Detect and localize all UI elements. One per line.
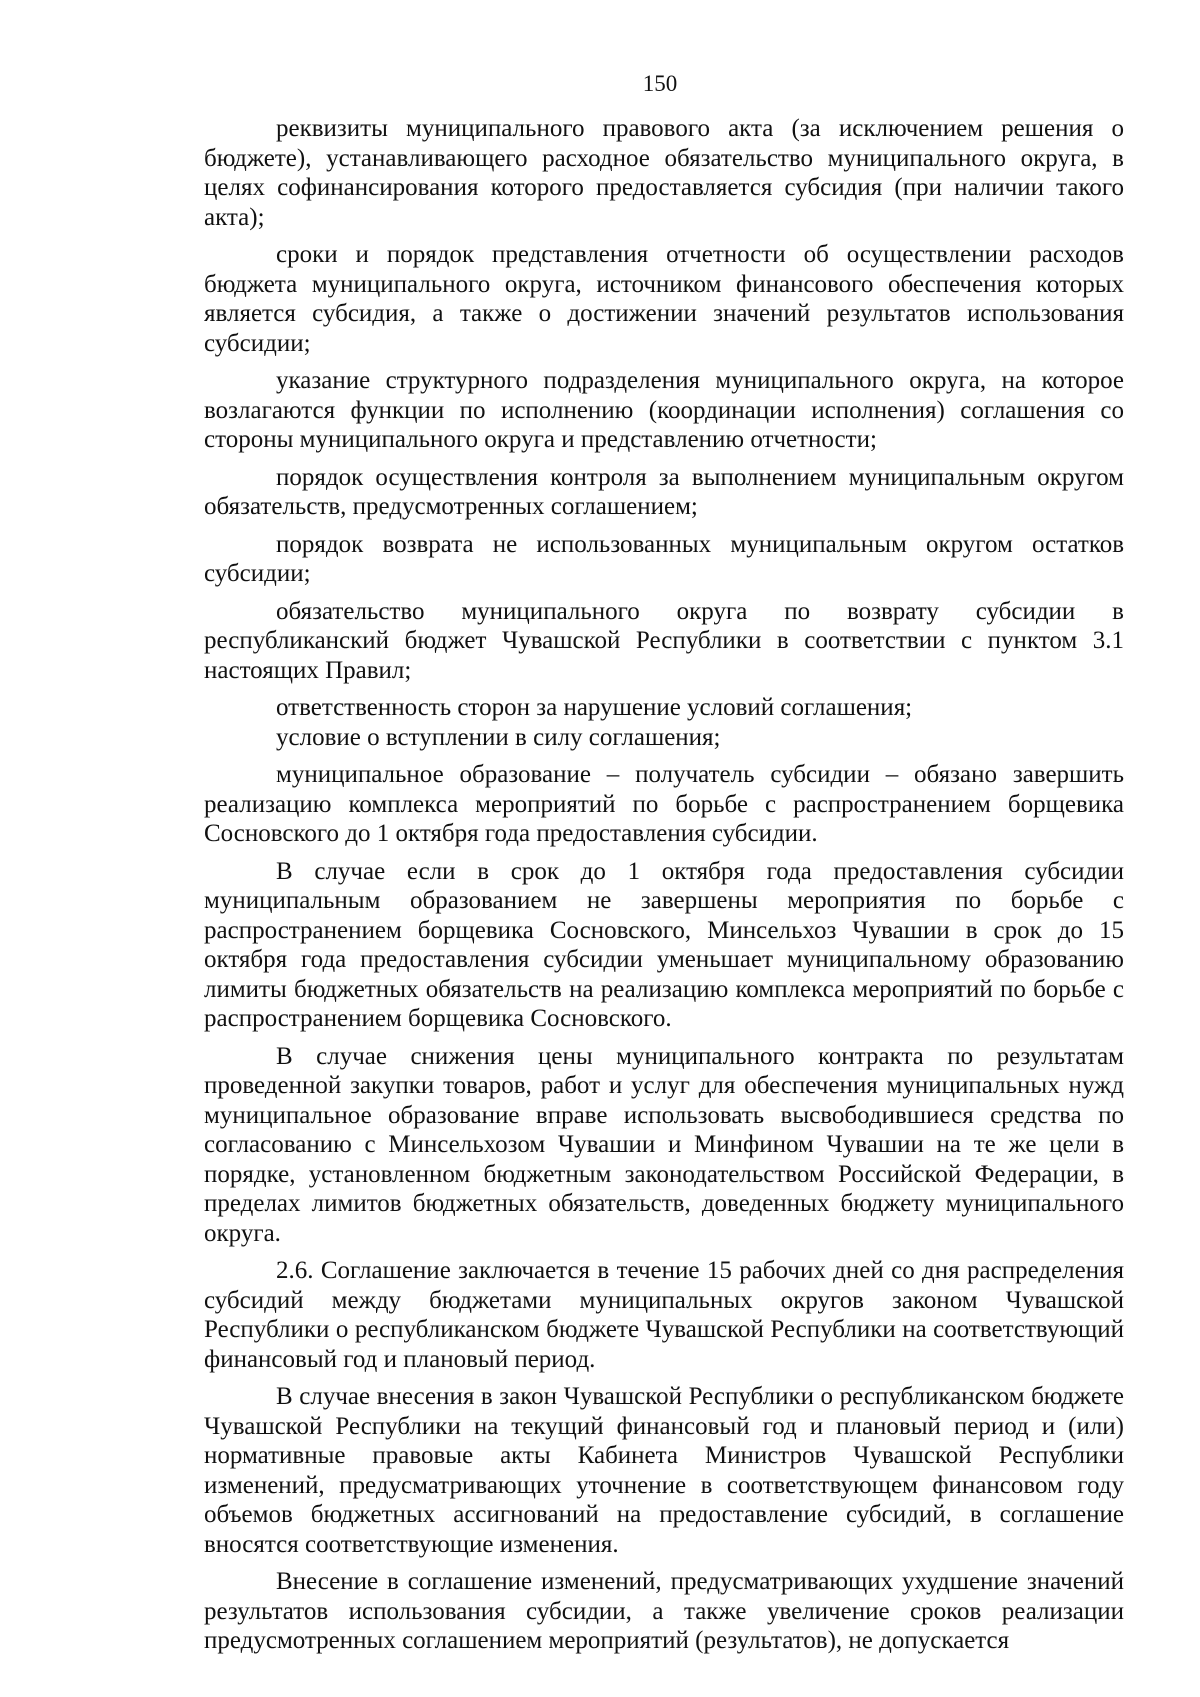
paragraph: сроки и порядок представления отчетности об осуществлении расходов бюджета муниципального округа, источником финансового обеспечения которых является субсидия, а также о достижении значений результатов использования субсидии; bbox=[204, 241, 1124, 357]
paragraph: указание структурного подразделения муниципального округа, на которое возлагаются функции по исполнению (координации исполнения) соглашения со стороны муниципального округа и представлению отчетности; bbox=[204, 367, 1124, 453]
paragraph: ответственность сторон за нарушение условий соглашения; bbox=[276, 694, 913, 721]
paragraph: В случае снижения цены муниципального контракта по результатам проведенной закупки товаров, работ и услуг для обеспечения муниципальных нужд муниципальное образование вправе использовать высвободившиеся средства по согласованию с Минсельхозом Чувашии и Минфином Чувашии на те же цели в порядке, установленном бюджетным законодательством Российской Федерации, в пределах лимитов бюджетных обязательств, доведенных бюджету муниципального округа. bbox=[204, 1042, 1124, 1247]
paragraph: В случае внесения в закон Чувашской Республики о республиканском бюджете Чувашской Республики на текущий финансовый год и плановый период и (или) нормативные правовые акты Кабинета Министров Чувашской Республики изменений, предусматривающих уточнение в соответствующем финансовом году объемов бюджетных ассигнований на предоставление субсидий, в соглашение вносятся соответствующие изменения. bbox=[204, 1383, 1124, 1558]
document-body bbox=[204, 114, 1124, 1656]
paragraph: муниципальное образование – получатель субсидии – обязано завершить реализацию комплекса мероприятий по борьбе с распространением борщевика Сосновского до 1 октября года предоставления субсидии. bbox=[204, 761, 1124, 847]
paragraph: порядок осуществления контроля за выполнением муниципальным округом обязательств, предусмотренных соглашением; bbox=[204, 463, 1124, 520]
paragraph: обязательство муниципального округа по возврату субсидии в республиканский бюджет Чувашской Республики в соответствии с пунктом 3.1 настоящих Правил; bbox=[204, 597, 1124, 684]
paragraph: 2.6. Соглашение заключается в течение 15 рабочих дней со дня распределения субсидий между бюджетами муниципальных округов законом Чувашской Республики о республиканском бюджете Чувашской Республики на соответствующий финансовый год и плановый период. bbox=[204, 1257, 1124, 1373]
page-number: 150 bbox=[642, 71, 678, 96]
paragraph: реквизиты муниципального правового акта (за исключением решения о бюджете), устанавливающего расходное обязательство муниципального округа, в целях софинансирования которого предоставляется субсидия (при наличии такого акта); bbox=[204, 115, 1124, 231]
paragraph: условие о вступлении в силу соглашения; bbox=[276, 723, 721, 751]
paragraph: В случае если в срок до 1 октября года предоставления субсидии муниципальным образованием не завершены мероприятия по борьбе с распространением борщевика Сосновского, Минсельхоз Чувашии в срок до 15 октября года предоставления субсидии уменьшает муниципальному образованию лимиты бюджетных обязательств на реализацию комплекса мероприятий по борьбе с распространением борщевика Сосновского. bbox=[204, 857, 1124, 1032]
paragraph: Внесение в соглашение изменений, предусматривающих ухудшение значений результатов использования субсидии, а также увеличение сроков реализации предусмотренных соглашением мероприятий (результатов), не допускается bbox=[204, 1568, 1124, 1654]
paragraph: порядок возврата не использованных муниципальным округом остатков субсидии; bbox=[204, 530, 1124, 587]
